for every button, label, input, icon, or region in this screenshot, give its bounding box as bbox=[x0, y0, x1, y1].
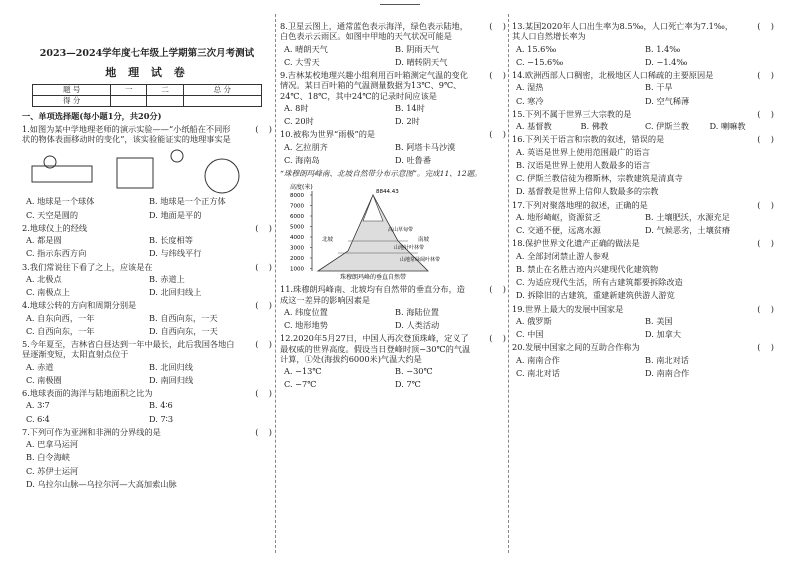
option[interactable]: A. 全部封闭禁止游人参观 bbox=[516, 250, 609, 261]
option[interactable]: C. 自西向东，一年 bbox=[26, 325, 95, 336]
score-cell: 题 号 bbox=[33, 84, 111, 95]
column-divider bbox=[275, 14, 276, 553]
answer-blank: ( ) bbox=[757, 70, 774, 80]
question-stem bbox=[22, 124, 272, 145]
options bbox=[512, 82, 774, 106]
question bbox=[22, 339, 272, 385]
answer-blank: ( ) bbox=[757, 108, 774, 119]
options bbox=[512, 251, 774, 301]
option[interactable]: B. 海陆位置 bbox=[395, 306, 439, 317]
band-label: 高山草甸带 bbox=[388, 227, 414, 234]
options bbox=[22, 196, 272, 220]
option[interactable]: C. −15.6‰ bbox=[516, 56, 564, 67]
option[interactable]: A. 英语是世界上使用范围最广的语言 bbox=[516, 146, 650, 157]
option[interactable]: A. 北极点 bbox=[26, 273, 62, 284]
option[interactable]: D. 拆除旧的古建筑，重建新建筑供游人游览 bbox=[516, 290, 675, 301]
option[interactable]: A. 赤道 bbox=[26, 361, 54, 372]
question-text: 11.珠穆朗玛峰南、北坡均有自然带的垂直分布，造成这一差异的影响因素是 bbox=[280, 284, 465, 305]
question-list bbox=[22, 124, 272, 489]
option[interactable]: D. 加拿大 bbox=[645, 329, 682, 339]
option[interactable]: C. −7℃ bbox=[284, 379, 317, 390]
mountain-chart bbox=[288, 181, 458, 281]
side-label-north: 北坡 bbox=[322, 237, 334, 244]
score-cell: 一 bbox=[111, 84, 147, 95]
question bbox=[280, 129, 506, 165]
question bbox=[280, 70, 506, 126]
option[interactable]: D. 吐鲁番 bbox=[395, 154, 432, 165]
answer-blank: ( ) bbox=[255, 388, 272, 399]
option[interactable]: A. 自东向西，一年 bbox=[26, 312, 95, 323]
option[interactable]: C. 大雪天 bbox=[284, 56, 320, 67]
question bbox=[22, 124, 272, 220]
question-stem bbox=[512, 238, 774, 248]
question-stem bbox=[280, 284, 506, 305]
option[interactable]: D. 自西向东，一天 bbox=[149, 325, 218, 336]
question bbox=[512, 200, 774, 236]
question bbox=[512, 238, 774, 300]
option[interactable]: A. 8时 bbox=[284, 102, 309, 113]
question-stem bbox=[512, 200, 774, 210]
question-text: 4.地球公转的方向和周期分别是 bbox=[22, 300, 137, 311]
question-text: 16.下列关于语言和宗教的叙述，错误的是 bbox=[512, 134, 665, 145]
subject-title: 地 理 试 卷 bbox=[105, 65, 189, 79]
question bbox=[512, 342, 774, 378]
option[interactable]: A. 俄罗斯 bbox=[516, 315, 552, 326]
option[interactable]: B. 赤道上 bbox=[149, 273, 185, 284]
option[interactable]: D. 地面是平的 bbox=[149, 209, 202, 220]
option[interactable]: D. 基督教是世界上信仰人数最多的宗教 bbox=[516, 186, 659, 197]
question-stem bbox=[22, 223, 272, 233]
answer-blank: ( ) bbox=[757, 342, 774, 353]
sphere-surface bbox=[205, 159, 239, 193]
question-text: 18.保护世界文化遗产正确的做法是 bbox=[512, 238, 640, 249]
question bbox=[512, 70, 774, 106]
option[interactable]: C. 交通不便，远离水源 bbox=[516, 225, 601, 235]
option[interactable]: D. 气候恶劣，土壤贫瘠 bbox=[645, 225, 731, 235]
option[interactable]: C. 南北对话 bbox=[516, 367, 560, 378]
option[interactable]: C. 20时 bbox=[284, 116, 314, 126]
mountain-svg bbox=[288, 181, 458, 281]
question-text: 19.世界上最大的发展中国家是 bbox=[512, 303, 624, 314]
y-tick-label: 1000 bbox=[290, 266, 304, 273]
option[interactable]: A. 湿热 bbox=[516, 82, 544, 93]
answer-blank: ( ) bbox=[757, 134, 774, 145]
option[interactable]: A. 15.6‰ bbox=[516, 43, 557, 54]
option[interactable]: C. 寒冷 bbox=[516, 95, 544, 106]
option[interactable]: B. 土壤肥沃，水源充足 bbox=[645, 211, 730, 222]
options bbox=[22, 235, 272, 259]
option[interactable]: D. 晴转阴天气 bbox=[395, 56, 448, 67]
answer-blank: ( ) bbox=[757, 238, 774, 249]
answer-blank: ( ) bbox=[757, 21, 774, 31]
question-stem bbox=[512, 342, 774, 352]
question bbox=[512, 21, 774, 67]
option[interactable]: B. 地球是一个正方体 bbox=[149, 196, 226, 207]
options bbox=[512, 147, 774, 197]
option[interactable]: D. 2时 bbox=[395, 116, 420, 126]
options bbox=[512, 44, 774, 68]
option[interactable]: A. −13℃ bbox=[284, 366, 322, 377]
score-cell bbox=[183, 95, 261, 106]
question-text: 5.今年夏至，吉林省白昼达到一年中最长，此后我国各地白昼逐渐变短，太阳直射点位于 bbox=[22, 339, 235, 360]
options bbox=[22, 313, 272, 337]
options bbox=[22, 274, 272, 298]
question bbox=[512, 109, 774, 132]
chart-note: “珠穆朗玛峰南、北坡自然带分布示意图”。完成11、12题。 bbox=[280, 169, 482, 178]
question-list bbox=[280, 21, 506, 165]
question-stem bbox=[22, 388, 272, 398]
chart-title: 珠穆朗玛峰的垂直自然带 bbox=[340, 274, 407, 282]
y-tick-label: 3000 bbox=[290, 245, 304, 252]
option[interactable]: D. 北回归线上 bbox=[149, 287, 202, 298]
score-cell: 得 分 bbox=[33, 95, 111, 106]
score-cell bbox=[147, 95, 183, 106]
option[interactable]: C. 苏伊士运河 bbox=[26, 465, 79, 476]
answer-blank: ( ) bbox=[489, 21, 506, 31]
option[interactable]: A. 3∶7 bbox=[26, 400, 50, 411]
question-text: 20.发展中国家之间的互助合作称为 bbox=[512, 342, 640, 353]
answer-blank: ( ) bbox=[255, 300, 272, 311]
chart-ylabel: 高度(米) bbox=[290, 184, 313, 192]
options bbox=[280, 307, 506, 331]
column-3 bbox=[512, 18, 774, 378]
option[interactable]: A. 乞拉朋齐 bbox=[284, 141, 328, 152]
option[interactable]: C. 南极点上 bbox=[26, 287, 70, 298]
question bbox=[22, 300, 272, 336]
option[interactable]: B. 南北对话 bbox=[645, 354, 689, 365]
side-label-south: 南坡 bbox=[418, 237, 430, 244]
options bbox=[22, 362, 272, 386]
option[interactable]: C. 指示东西方向 bbox=[26, 248, 87, 259]
option[interactable]: A. 基督教 bbox=[516, 121, 552, 131]
question-stem bbox=[512, 21, 774, 42]
option[interactable]: B. 美国 bbox=[645, 315, 673, 326]
option[interactable]: C. 伊斯兰教信徒为穆斯林，宗教建筑是清真寺 bbox=[516, 173, 683, 183]
question bbox=[512, 304, 774, 340]
options bbox=[512, 355, 774, 379]
option[interactable]: B. 佛教 bbox=[580, 121, 609, 131]
question-stem bbox=[512, 304, 774, 314]
option[interactable]: A. 晴朗天气 bbox=[284, 43, 328, 54]
option[interactable]: D. 空气稀薄 bbox=[645, 95, 690, 106]
question-stem bbox=[280, 21, 506, 42]
paper-boat bbox=[171, 150, 183, 162]
option[interactable]: B. 汉语是世界上使用人数最多的语言 bbox=[516, 159, 651, 170]
option[interactable]: C. 南极圈 bbox=[26, 374, 62, 385]
option[interactable]: D. 南南合作 bbox=[645, 367, 690, 378]
option[interactable]: B. 北回归线 bbox=[149, 361, 193, 372]
column-divider bbox=[508, 14, 509, 553]
flat-surface bbox=[32, 166, 92, 182]
score-cell bbox=[111, 95, 147, 106]
option[interactable]: A. 地球是一个球体 bbox=[26, 196, 95, 207]
answer-blank: ( ) bbox=[489, 284, 506, 295]
question-text: 12.2020年5月27日，中国人再次登顶珠峰，定义了最权威的世界高度。假设当日登峰时顶−30℃的气温计算，①处(海拔约6000米)气温大约是 bbox=[280, 333, 471, 364]
answer-blank: ( ) bbox=[489, 70, 506, 80]
question bbox=[22, 223, 272, 259]
question-stem bbox=[22, 339, 272, 360]
question bbox=[22, 427, 272, 489]
option[interactable]: C. 为适应现代生活，所有古建筑都要拆除改造 bbox=[516, 277, 683, 287]
question bbox=[512, 134, 774, 196]
options bbox=[512, 121, 774, 131]
options bbox=[280, 142, 506, 166]
option[interactable]: B. 1.4‰ bbox=[645, 43, 681, 54]
question-stem bbox=[512, 70, 774, 80]
answer-blank: ( ) bbox=[757, 303, 774, 314]
experiment-svg bbox=[22, 148, 262, 194]
answer-blank: ( ) bbox=[255, 339, 272, 350]
column-1 bbox=[22, 18, 272, 489]
answer-blank: ( ) bbox=[255, 123, 272, 134]
band-label: 山地常绿阔叶林带 bbox=[400, 257, 441, 264]
option[interactable]: D. 7∶3 bbox=[149, 413, 174, 424]
question-stem bbox=[512, 109, 774, 119]
option[interactable]: D. −1.4‰ bbox=[645, 56, 688, 67]
answer-blank: ( ) bbox=[489, 129, 506, 140]
question-stem bbox=[22, 427, 272, 437]
question-stem bbox=[280, 129, 506, 139]
option[interactable]: B. 干旱 bbox=[645, 82, 673, 93]
option[interactable]: B. 白令海峡 bbox=[26, 452, 70, 463]
option[interactable]: A. 都是圆 bbox=[26, 235, 62, 246]
option[interactable]: B. 长度相等 bbox=[149, 235, 193, 246]
option[interactable]: D. 南回归线 bbox=[149, 374, 194, 385]
option[interactable]: D. 乌拉尔山脉—乌拉尔河—大高加索山脉 bbox=[26, 478, 177, 489]
option[interactable]: D. 与纬线平行 bbox=[149, 248, 202, 259]
y-tick-label: 8000 bbox=[290, 193, 304, 200]
question bbox=[280, 284, 506, 330]
y-tick-label: 6000 bbox=[290, 214, 304, 221]
option[interactable]: C. 地形地势 bbox=[284, 320, 328, 331]
question-text: 1.如图为某中学地理老师的演示实验——“小纸船在不同形状的物体表面移动时的变化”，该实验能证实的地理事实是 bbox=[22, 123, 231, 145]
option[interactable]: D. 7℃ bbox=[395, 379, 421, 390]
question-stem bbox=[22, 262, 272, 272]
question-text: 8.卫星云图上，通常蓝色表示海洋，绿色表示陆地，白色表示云雨区。如图中甲地的天气状况可能是 bbox=[280, 21, 468, 42]
answer-blank: ( ) bbox=[255, 426, 272, 437]
question bbox=[22, 262, 272, 298]
question-text: 10.被称为世界“雨极”的是 bbox=[280, 129, 376, 140]
option[interactable]: A. 地形崎岖，资源贫乏 bbox=[516, 211, 601, 222]
option[interactable]: B. 禁止在名胜古迹内兴建现代化建筑物 bbox=[516, 263, 659, 274]
options bbox=[22, 439, 272, 489]
decorative-rule bbox=[380, 4, 420, 5]
question-text: 2.地球仪上的经线 bbox=[22, 222, 88, 233]
question-text: 3.我们常说往下看了之上，应该是在 bbox=[22, 261, 153, 272]
question-text: 14.欧洲西部人口稠密，北极地区人口稀疏的主要原因是 bbox=[512, 70, 714, 80]
answer-blank: ( ) bbox=[489, 333, 506, 344]
option[interactable]: D. 人类活动 bbox=[395, 320, 440, 331]
options bbox=[280, 366, 506, 390]
question bbox=[280, 21, 506, 67]
section-heading: 一、单项选择题(每小题1分，共20分) bbox=[22, 110, 162, 121]
question-stem bbox=[512, 134, 774, 144]
y-tick-label: 4000 bbox=[290, 235, 304, 242]
question-text: 13.某国2020年人口出生率为8.5‰，人口死亡率为7.1‰，其人口自然增长率为 bbox=[512, 21, 734, 42]
question bbox=[280, 333, 506, 389]
option[interactable]: C. 中国 bbox=[516, 329, 544, 339]
column-2 bbox=[280, 18, 506, 390]
option[interactable]: B. 阿塔卡马沙漠 bbox=[395, 141, 456, 152]
option[interactable]: C. 伊斯兰教 bbox=[645, 121, 689, 131]
y-ticks bbox=[290, 193, 312, 273]
option[interactable]: A. 纬度位置 bbox=[284, 306, 328, 317]
y-tick-label: 2000 bbox=[290, 256, 304, 263]
question-stem bbox=[22, 300, 272, 310]
option[interactable]: B. 自西向东，一天 bbox=[149, 312, 218, 323]
option[interactable]: C. 6∶4 bbox=[26, 413, 50, 424]
option[interactable]: A. 巴拿马运河 bbox=[26, 439, 79, 450]
option[interactable]: B. 4∶6 bbox=[149, 400, 173, 411]
options bbox=[280, 103, 506, 127]
options bbox=[22, 400, 272, 424]
options bbox=[280, 44, 506, 68]
question-text: 9.吉林某校地理兴趣小组利用百叶箱测定气温的变化情况。某日百叶箱的气温测量数据为13℃、9℃、24℃、18℃，其中24℃的记录时间应该是 bbox=[280, 70, 468, 101]
question bbox=[22, 388, 272, 424]
option[interactable]: D. 喇嘛教 bbox=[709, 121, 746, 131]
options bbox=[512, 212, 774, 236]
score-cell: 二 bbox=[147, 84, 183, 95]
option[interactable]: B. 14时 bbox=[395, 102, 425, 113]
option[interactable]: C. 海南岛 bbox=[284, 154, 320, 165]
option[interactable]: C. 天空是圆的 bbox=[26, 209, 79, 220]
option[interactable]: A. 南南合作 bbox=[516, 354, 560, 365]
option[interactable]: B. −30℃ bbox=[395, 366, 433, 377]
y-tick-label: 7000 bbox=[290, 203, 304, 210]
question-list bbox=[280, 284, 506, 389]
cube-surface bbox=[117, 158, 153, 188]
peak-label: 8844.43 bbox=[376, 189, 399, 196]
question-text: 6.地球表面的海洋与陆地面积之比为 bbox=[22, 388, 153, 399]
question-stem bbox=[280, 333, 506, 364]
options bbox=[512, 316, 774, 340]
question-text: 17.下列对聚落地理的叙述，正确的是 bbox=[512, 199, 648, 210]
score-table bbox=[32, 84, 262, 107]
answer-blank: ( ) bbox=[255, 261, 272, 272]
option[interactable]: B. 阴雨天气 bbox=[395, 43, 439, 54]
score-cell: 总 分 bbox=[183, 84, 261, 95]
answer-blank: ( ) bbox=[255, 222, 272, 233]
experiment-figure bbox=[22, 148, 272, 194]
question-text: 15.下列不属于世界三大宗教的是 bbox=[512, 108, 632, 119]
question-stem bbox=[280, 70, 506, 101]
exam-title: 2023—2024学年度七年级上学期第三次月考测试 bbox=[39, 48, 255, 59]
question-text: 7.下列可作为亚洲和非洲的分界线的是 bbox=[22, 426, 161, 437]
band-label: 山地针叶林带 bbox=[394, 245, 425, 252]
question-list bbox=[512, 21, 774, 378]
y-tick-label: 5000 bbox=[290, 224, 304, 231]
answer-blank: ( ) bbox=[757, 199, 774, 210]
